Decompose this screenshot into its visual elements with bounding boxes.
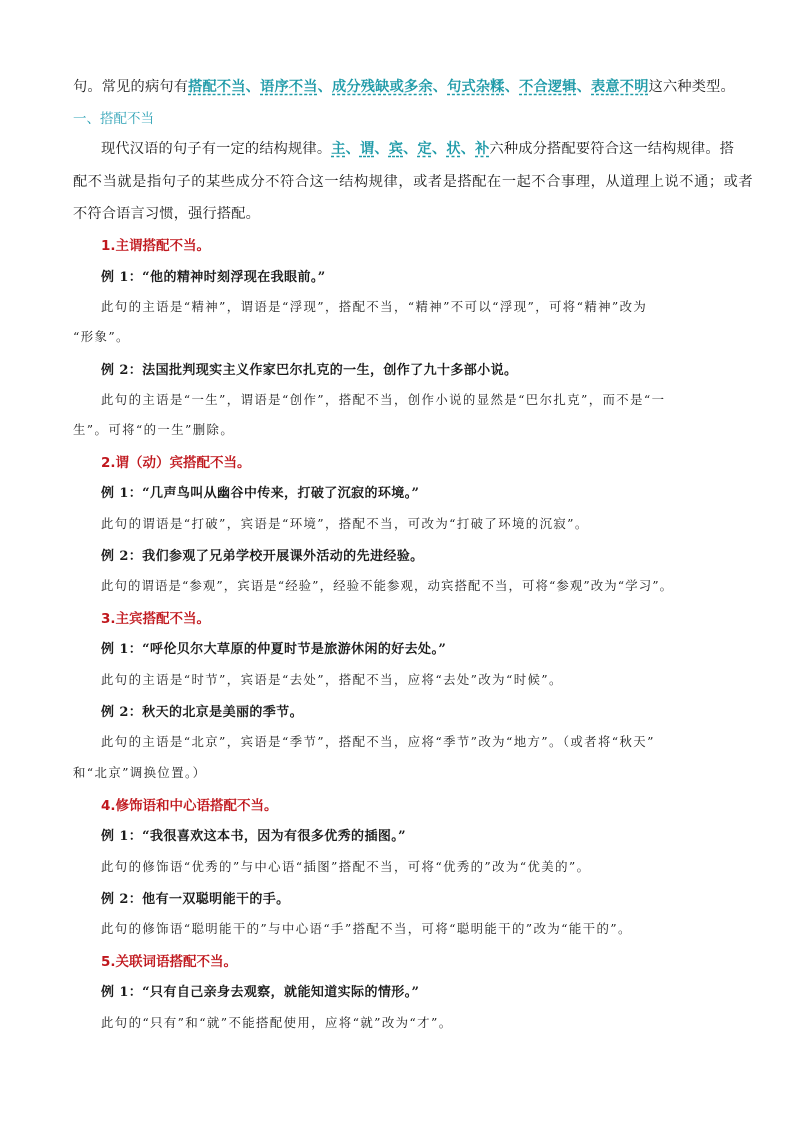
type-6: 表意不明 [591, 79, 649, 95]
example-4-2: 例 2：他有一双聪明能干的手。 [101, 892, 290, 907]
explanation-1-1a: 此句的主语是“精神”，谓语是“浮现”，搭配不当，“精神”不可以“浮现”，可将“精神”改为 [101, 299, 648, 314]
rule-line-3: 不符合语言习惯，强行搭配。 [73, 206, 261, 222]
component-object: 宾 [388, 141, 404, 157]
example-2-1: 例 1：“几声鸟叫从幽谷中传来，打破了沉寂的环境。” [101, 486, 420, 501]
explanation-2-2: 此句的谓语是“参观”，宾语是“经验”，经验不能参观，动宾搭配不当，可将“参观”改为“学习”。 [101, 578, 674, 593]
explanation-1-1b: “形象”。 [73, 329, 130, 344]
heading-3: 3.主宾搭配不当。 [101, 611, 211, 627]
example-4-1: 例 1：“我很喜欢这本书，因为有很多优秀的插图。” [101, 829, 407, 844]
component-predicate: 谓 [359, 141, 375, 157]
intro-suffix: 这六种类型。 [648, 79, 735, 95]
explanation-3-1: 此句的主语是“时节”，宾语是“去处”，搭配不当，应将“去处”改为“时候”。 [101, 672, 563, 687]
explanation-3-2b: 和“北京”调换位置。） [73, 765, 207, 780]
sep: 、 [317, 79, 333, 95]
rule-line-1: 现代汉语的句子有一定的结构规律。主、谓、宾、定、状、补六种成分搭配要符合这一结构规律。搭 [101, 141, 735, 157]
example-3-1: 例 1：“呼伦贝尔大草原的仲夏时节是旅游休闲的好去处。” [101, 642, 447, 657]
sep: 、 [245, 79, 261, 95]
heading-2: 2.谓（动）宾搭配不当。 [101, 455, 251, 471]
section-heading: 一、搭配不当 [73, 111, 154, 127]
example-5-1: 例 1：“只有自己亲身去观察，就能知道实际的情形。” [101, 985, 420, 1000]
explanation-4-1: 此句的修饰语“优秀的”与中心语“插图”搭配不当，可将“优秀的”改为“优美的”。 [101, 859, 591, 874]
example-1-1: 例 1：“他的精神时刻浮现在我眼前。” [101, 270, 326, 285]
example-1-2: 例 2：法国批判现实主义作家巴尔扎克的一生，创作了九十多部小说。 [101, 363, 518, 378]
component-complement: 补 [475, 141, 490, 157]
explanation-5-1: 此句的“只有”和“就”不能搭配使用，应将“就”改为“才”。 [101, 1015, 453, 1030]
heading-4: 4.修饰语和中心语搭配不当。 [101, 798, 278, 814]
type-1: 搭配不当 [188, 79, 246, 95]
heading-5: 5.关联词语搭配不当。 [101, 954, 238, 970]
rule-prefix: 现代汉语的句子有一定的结构规律。 [101, 141, 332, 157]
example-2-2: 例 2：我们参观了兄弟学校开展课外活动的先进经验。 [101, 549, 424, 564]
component-adverbial: 状 [446, 141, 461, 157]
component-attributive: 定 [417, 141, 432, 157]
explanation-2-1: 此句的谓语是“打破”，宾语是“环境”，搭配不当，可改为“打破了环境的沉寂”。 [101, 516, 589, 531]
explanation-4-2: 此句的修饰语“聪明能干的”与中心语“手”搭配不当，可将“聪明能干的”改为“能干的”。 [101, 921, 632, 936]
explanation-1-2a: 此句的主语是“一生”，谓语是“创作”，搭配不当，创作小说的显然是“巴尔扎克”，而不是“一 [101, 392, 666, 407]
type-5: 不合逻辑 [519, 79, 577, 95]
type-4: 句式杂糅 [447, 79, 505, 95]
explanation-3-2a: 此句的主语是“北京”，宾语是“季节”，搭配不当，应将“季节”改为“地方”。（或者将“秋天” [101, 734, 655, 749]
sep: 、 [576, 79, 592, 95]
heading-1: 1.主谓搭配不当。 [101, 238, 211, 254]
type-3: 成分残缺或多余 [332, 79, 433, 95]
type-2: 语序不当 [260, 79, 318, 95]
intro-line [73, 76, 735, 96]
component-subject: 主 [331, 141, 346, 157]
rule-suffix: 六种成分搭配要符合这一结构规律。搭 [489, 141, 735, 157]
intro-prefix: 句。常见的病句有 [73, 79, 189, 95]
sep: 、 [504, 79, 520, 95]
sep: 、 [432, 79, 448, 95]
explanation-1-2b: 生”。可将“的一生”删除。 [73, 422, 235, 437]
example-3-2: 例 2：秋天的北京是美丽的季节。 [101, 705, 303, 720]
rule-line-2: 配不当就是指句子的某些成分不符合这一结构规律，或者是搭配在一起不合事理，从道理上说不通；或者 [73, 174, 754, 190]
